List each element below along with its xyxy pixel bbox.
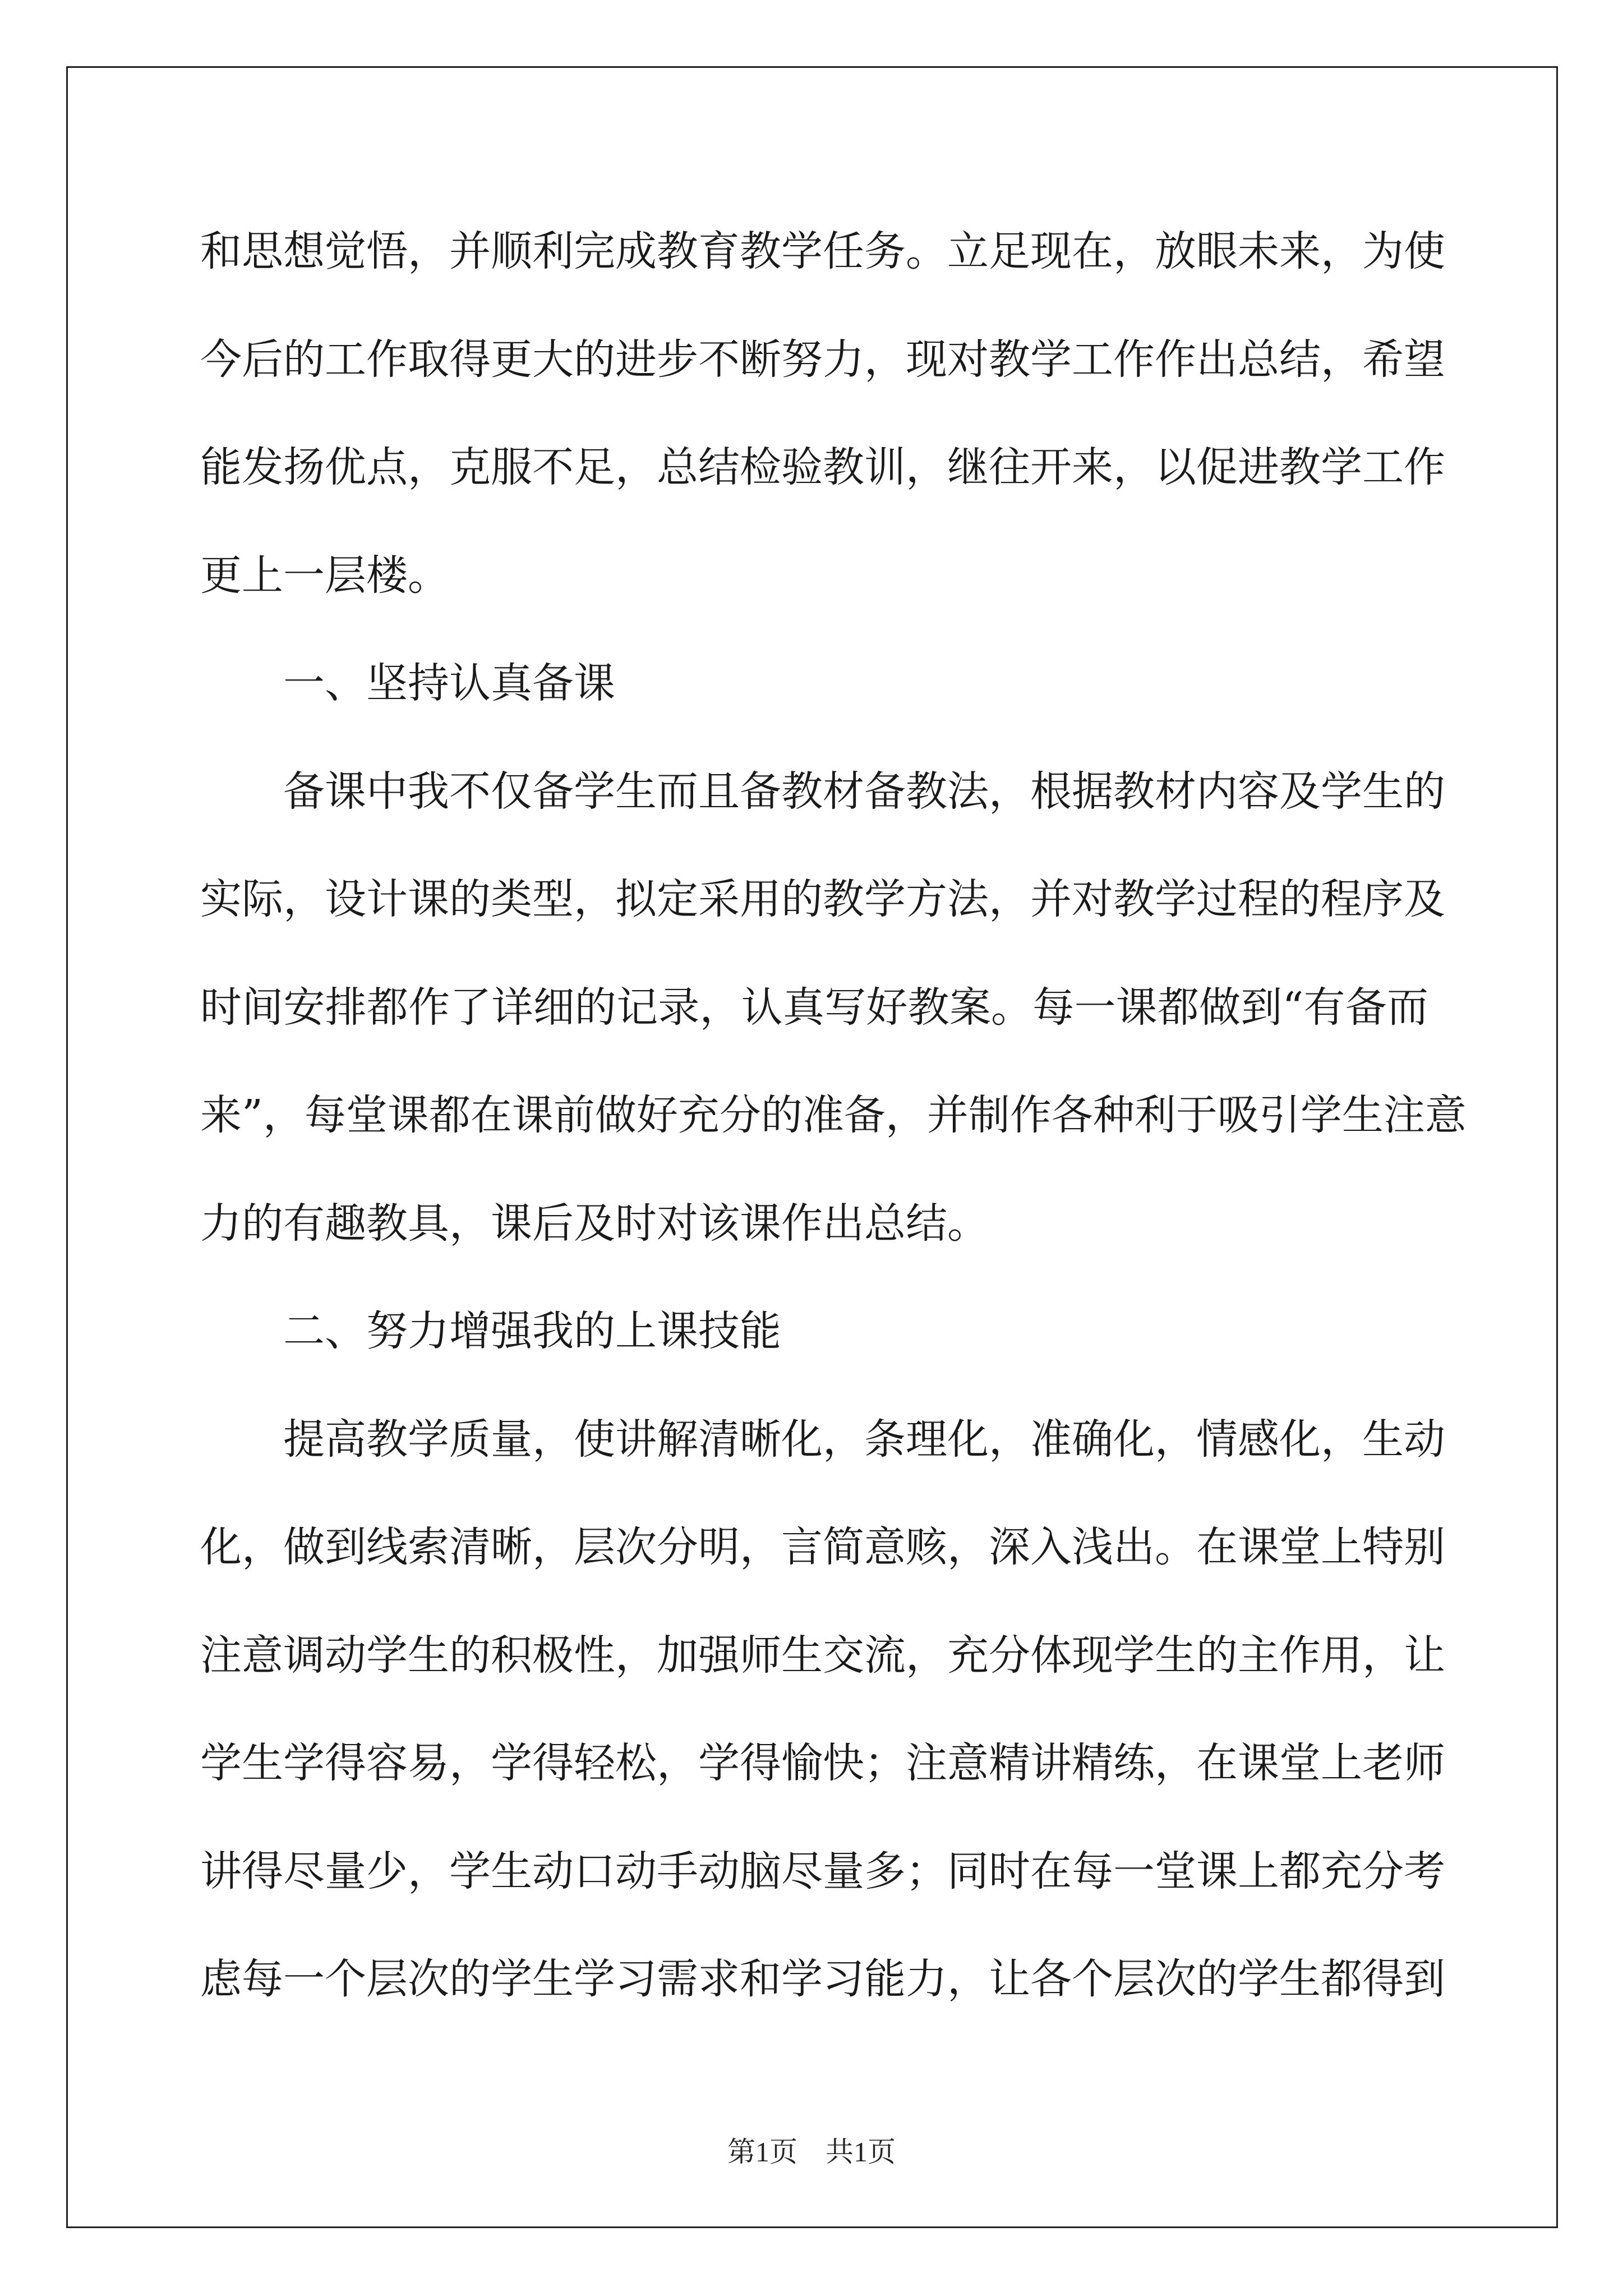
text-line-content: 更上一层楼。: [200, 551, 449, 600]
text-line-content: 一、坚持认真备课: [283, 659, 615, 707]
text-line-content: 备课中我不仅备学生而且备教材备教法，根据教材内容及学生的: [283, 767, 1445, 816]
text-line: [200, 1925, 1445, 2033]
text-line: [200, 845, 1445, 954]
text-line-content: 实际，设计课的类型，拟定采用的教学方法，并对教学过程的程序及: [200, 875, 1445, 923]
text-line: [200, 522, 1428, 630]
text-line-content: 学生学得容易，学得轻松，学得愉快；注意精讲精练，在课堂上老师: [200, 1739, 1445, 1787]
text-line: [200, 306, 1445, 414]
text-line-content: 时间安排都作了详细的记录，认真写好教案。每一课都做到“有备而: [200, 983, 1428, 1032]
text-line: [200, 197, 1445, 306]
text-line: [200, 1386, 1445, 1494]
text-line: [200, 413, 1445, 522]
text-line-content: 讲得尽量少，学生动口动手动脑尽量多；同时在每一堂课上都充分考: [200, 1847, 1445, 1895]
page-footer: 第1页 共1页: [727, 2136, 896, 2168]
text-line: [200, 1709, 1445, 1818]
text-line-content: 二、努力增强我的上课技能: [283, 1307, 781, 1355]
text-line: [200, 629, 1428, 738]
text-line-content: 来”，每堂课都在课前做好充分的准备，并制作各种利于吸引学生注意: [200, 1091, 1467, 1139]
text-line: [200, 738, 1445, 846]
text-line: [200, 1061, 1467, 1170]
text-line-content: 力的有趣教具，课后及时对该课作出总结。: [200, 1199, 989, 1248]
text-line-content: 注意调动学生的积极性，加强师生交流，充分体现学生的主作用，让: [200, 1631, 1445, 1680]
text-line: [200, 1602, 1445, 1710]
text-line-content: 今后的工作取得更大的进步不断努力，现对教学工作作出总结，希望: [200, 335, 1445, 384]
text-line: [200, 1818, 1445, 1926]
text-line-content: 能发扬优点，克服不足，总结检验教训，继往开来，以促进教学工作: [200, 443, 1445, 491]
document-body: [200, 197, 1467, 2033]
text-line-content: 化，做到线索清晰，层次分明，言简意赅，深入浅出。在课堂上特别: [200, 1523, 1445, 1571]
text-line-content: 和思想觉悟，并顺利完成教育教学任务。立足现在，放眼未来，为使: [200, 227, 1445, 275]
text-line: [200, 954, 1428, 1062]
text-line: [200, 1170, 1428, 1278]
text-line-content: 虑每一个层次的学生学习需求和学习能力，让各个层次的学生都得到: [200, 1955, 1445, 2003]
text-line: [200, 1277, 1428, 1386]
text-line: [200, 1493, 1445, 1602]
text-line-content: 提高教学质量，使讲解清晰化，条理化，准确化，情感化，生动: [283, 1415, 1445, 1464]
